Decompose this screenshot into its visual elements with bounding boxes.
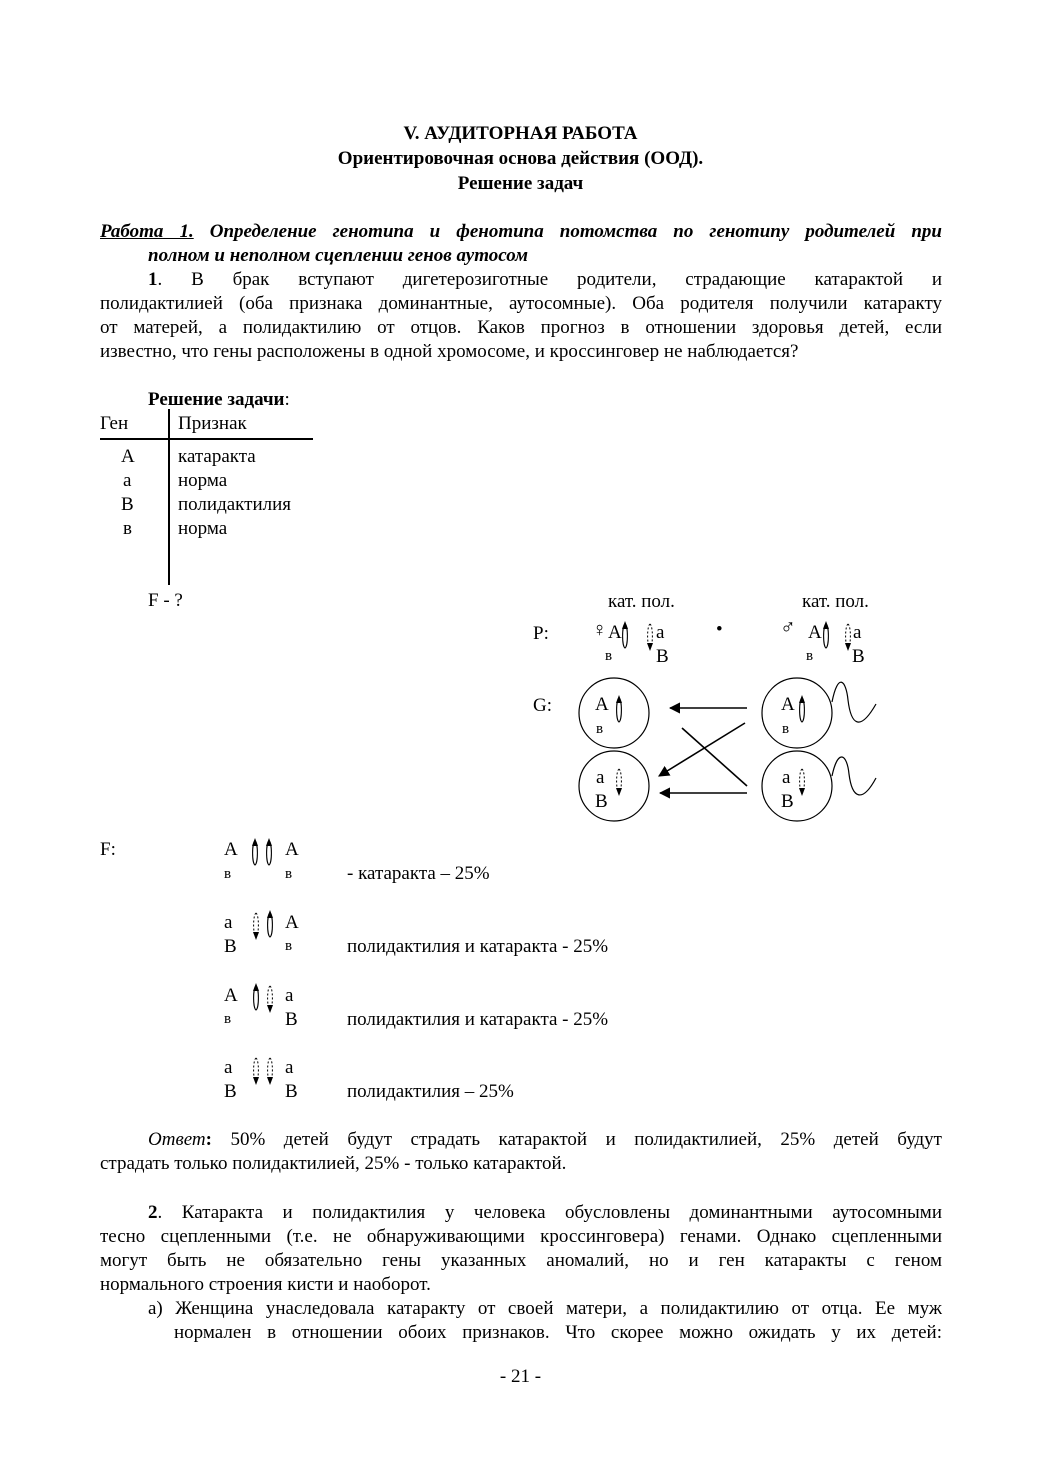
allele: А	[808, 622, 822, 643]
chromosome-icon	[823, 621, 829, 648]
gene-cell: А	[121, 446, 135, 467]
answer-line2: страдать только полидактилией, 25% - только катарактой.	[100, 1153, 567, 1174]
sperm-tail-icon	[832, 757, 876, 795]
chromosome-icon	[253, 983, 259, 1010]
f-label: F:	[100, 839, 116, 860]
task1-text: . В брак вступают дигетерозиготные родители, страдающие катарактой и	[157, 269, 942, 290]
offspring-allele: В	[224, 1081, 237, 1102]
section-subtitle-2: Решение задач	[457, 173, 584, 194]
chromosome-icon	[622, 621, 628, 648]
chromosome-icon	[267, 910, 273, 937]
offspring-result: полидактилия – 25%	[347, 1081, 514, 1102]
offspring-allele: В	[285, 1081, 298, 1102]
chromosome-icon	[799, 769, 805, 796]
p-label: P:	[533, 623, 549, 644]
offspring-allele: в	[224, 1011, 232, 1027]
chromosome-icon	[252, 838, 258, 865]
gamete-allele: а	[596, 767, 605, 788]
offspring-allele: а	[224, 1057, 233, 1078]
chromosome-icon	[267, 986, 273, 1013]
offspring-allele: В	[285, 1009, 298, 1030]
offspring-allele: а	[224, 912, 233, 933]
gamete-allele: В	[781, 791, 794, 812]
task2-number: 2	[148, 1202, 158, 1223]
f-question: F - ?	[148, 590, 183, 611]
gamete-allele: в	[782, 721, 790, 737]
trait-cell: катаракта	[178, 446, 256, 467]
cross-dot: •	[716, 619, 723, 640]
task1-number: 1	[148, 269, 158, 290]
allele: В	[656, 646, 669, 667]
work1-title-line2: полном и неполном сцеплении генов аутосом	[148, 245, 528, 266]
trait-cell: норма	[178, 470, 228, 491]
offspring-allele: А	[285, 839, 299, 860]
allele: В	[852, 646, 865, 667]
chromosome-icon	[253, 1058, 259, 1085]
allele: а	[656, 622, 665, 643]
gamete-circle	[579, 678, 649, 748]
female-phenotype: кат. пол.	[608, 591, 675, 612]
col-trait-header: Признак	[178, 413, 247, 434]
chromosome-icon	[799, 695, 805, 722]
task1-line2: полидактилией (оба признака доминантные, аутосомные). Оба родителя получили катаракту	[100, 293, 942, 314]
gamete-allele: А	[595, 694, 609, 715]
offspring-result: полидактилия и катаракта - 25%	[347, 936, 609, 957]
answer-label: Ответ	[148, 1129, 206, 1150]
gamete-circle	[762, 678, 832, 748]
task2-text: . Катаракта и полидактилия у человека обусловлены доминантными аутосомными	[157, 1202, 942, 1223]
task2-line2: тесно сцепленными (т.е. не обнаруживающими кроссинговера) генами. Однако сцепленными	[100, 1226, 942, 1247]
task2-sub-a-line1: а) Женщина унаследовала катаракту от своей матери, а полидактилию от отца. Ее муж	[148, 1298, 942, 1319]
allele: А	[608, 622, 622, 643]
section-subtitle: Ориентировочная основа действия (ООД).	[337, 148, 704, 169]
solution-heading-text: Решение задачи	[148, 389, 285, 410]
task2-line3: могут быть не обязательно гены указанных аномалий, но и ген катаракты с геном	[100, 1250, 942, 1271]
page-number: - 21 -	[499, 1366, 542, 1387]
gamete-allele: в	[596, 721, 604, 737]
gamete-allele: а	[782, 767, 791, 788]
chromosome-icon	[845, 624, 851, 651]
answer-text: 50% детей будут страдать катарактой и полидактилией, 25% детей будут	[211, 1129, 942, 1150]
trait-cell: норма	[178, 518, 228, 539]
section-title: V. АУДИТОРНАЯ РАБОТА	[403, 123, 638, 144]
offspring-allele: а	[285, 985, 294, 1006]
work1-title: Определение генотипа и фенотипа потомства по генотипу родителей при	[193, 221, 942, 242]
gamete-allele: А	[781, 694, 795, 715]
chromosome-icon	[253, 913, 259, 940]
work1-label: Работа 1.	[100, 221, 194, 242]
offspring-allele: А	[224, 985, 238, 1006]
g-label: G:	[533, 695, 552, 716]
col-gene-header: Ген	[100, 413, 129, 434]
offspring-result: полидактилия и катаракта - 25%	[347, 1009, 609, 1030]
task1-line3: от матерей, а полидактилию от отцов. Каков прогноз в отношении здоровья детей, если	[100, 317, 942, 338]
chromosome-icon	[616, 695, 622, 722]
allele: в	[806, 648, 814, 664]
offspring-allele: А	[224, 839, 238, 860]
allele: а	[853, 622, 862, 643]
gamete-circle	[579, 751, 649, 821]
task1-line4: известно, что гены расположены в одной хромосоме, и кроссинговер не наблюдается?	[100, 341, 799, 362]
chromosome-icon	[616, 769, 622, 796]
sperm-tail-icon	[832, 682, 876, 722]
allele: в	[605, 648, 613, 664]
female-sign-icon: ♀	[592, 619, 607, 641]
offspring-allele: В	[224, 936, 237, 957]
offspring-allele: А	[285, 912, 299, 933]
offspring-allele: в	[285, 938, 293, 954]
task2-line4: нормального строения кисти и наоборот.	[100, 1274, 431, 1295]
offspring-allele: а	[285, 1057, 294, 1078]
gene-cell: В	[121, 494, 134, 515]
offspring-allele: в	[224, 866, 232, 882]
answer-colon: :	[205, 1129, 212, 1150]
gene-cell: а	[123, 470, 132, 491]
arrow-icon	[659, 723, 745, 776]
chromosome-icon	[267, 1058, 273, 1085]
chromosome-icon	[647, 624, 653, 651]
offspring-result: - катаракта – 25%	[347, 863, 490, 884]
trait-cell: полидактилия	[178, 494, 292, 515]
gamete-circle	[762, 751, 832, 821]
arrow-icon	[682, 728, 747, 786]
offspring-allele: в	[285, 866, 293, 882]
male-sign-icon: ♂	[780, 615, 796, 639]
solution-colon: :	[284, 389, 290, 410]
male-phenotype: кат. пол.	[802, 591, 869, 612]
gene-cell: в	[123, 518, 132, 539]
chromosome-icon	[266, 838, 272, 865]
gamete-allele: В	[595, 791, 608, 812]
task2-sub-a-line2: нормален в отношении обоих признаков. Что скорее можно ожидать у их детей:	[174, 1322, 942, 1343]
